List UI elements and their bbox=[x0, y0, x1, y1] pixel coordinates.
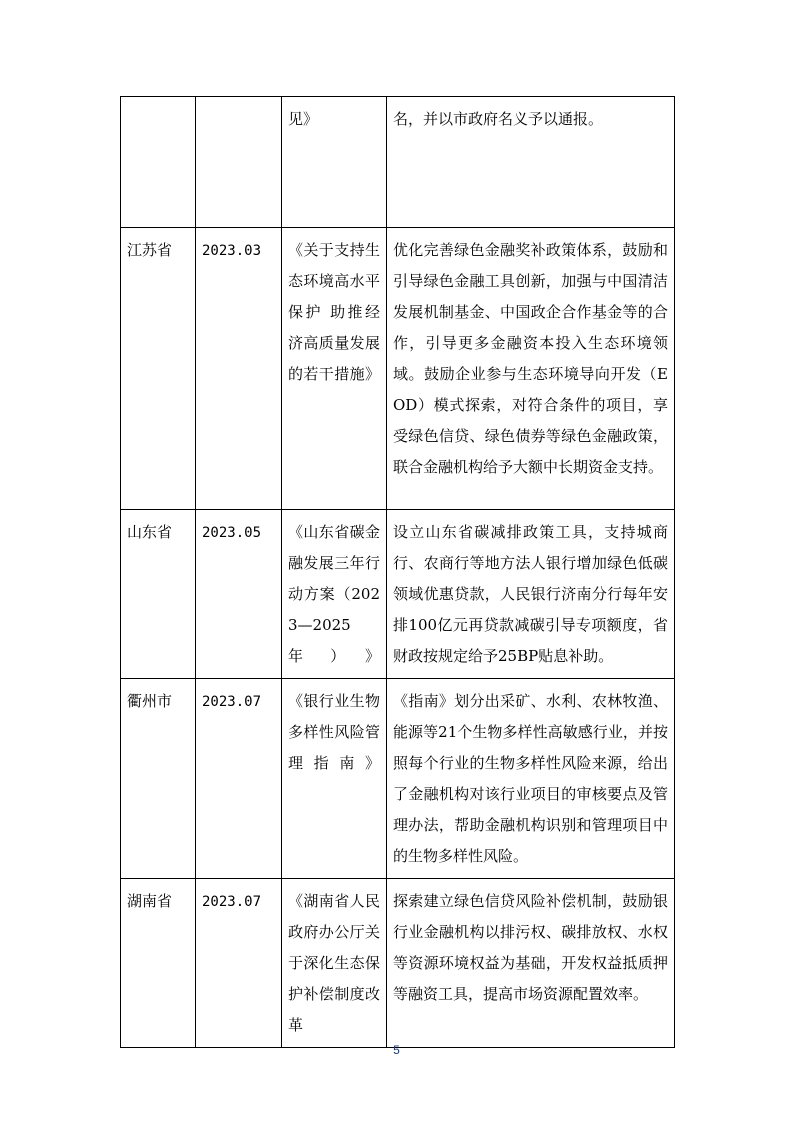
date-cell bbox=[196, 879, 282, 1048]
policy-title-cell: 《山东省碳金融发展三年行动方案（2023—2025年）》 bbox=[282, 510, 387, 679]
date-cell bbox=[196, 97, 282, 228]
date-text: 2023.03 bbox=[202, 243, 262, 259]
date-cell bbox=[196, 679, 282, 879]
region-cell: 衢州市 bbox=[121, 679, 196, 879]
table-row bbox=[121, 510, 675, 679]
page-number: 5 bbox=[393, 1043, 400, 1057]
date-cell bbox=[196, 228, 282, 510]
policy-title-cell: 见》 bbox=[282, 97, 387, 228]
policy-table bbox=[120, 96, 675, 1048]
policy-description-cell: 《指南》划分出采矿、水利、农林牧渔、能源等21个生物多样性高敏感行业，并按照每个行业的生物多样性风险来源，给出了金融机构对该行业项目的审核要点及管理办法，帮助金融机构识别和管理项目中的生物多样性风险。 bbox=[387, 679, 675, 879]
table-row bbox=[121, 97, 675, 228]
policy-title-cell: 《关于支持生态环境高水平保护 助推经济高质量发展的若干措施》 bbox=[282, 228, 387, 510]
table-row bbox=[121, 679, 675, 879]
policy-description-cell: 探索建立绿色信贷风险补偿机制，鼓励银行业金融机构以排污权、碳排放权、水权等资源环境权益为基础，开发权益抵质押等融资工具，提高市场资源配置效率。 bbox=[387, 879, 675, 1048]
region-cell: 山东省 bbox=[121, 510, 196, 679]
policy-description-cell: 名，并以市政府名义予以通报。 bbox=[387, 97, 675, 228]
policy-description-cell: 优化完善绿色金融奖补政策体系，鼓励和引导绿色金融工具创新，加强与中国清洁发展机制基金、中国政企合作基金等的合作，引导更多金融资本投入生态环境领域。鼓励企业参与生态环境导向开发（EOD）模式探索，对符合条件的项目，享受绿色信贷、绿色债券等绿色金融政策，联合金融机构给予大额中长期资金支持。 bbox=[387, 228, 675, 510]
policy-title-cell: 《湖南省人民政府办公厅关于深化生态保护补偿制度改革 bbox=[282, 879, 387, 1048]
date-cell bbox=[196, 510, 282, 679]
region-cell: 湖南省 bbox=[121, 879, 196, 1048]
date-text: 2023.05 bbox=[202, 525, 262, 541]
policy-title-cell: 《银行业生物多样性风险管理指南》 bbox=[282, 679, 387, 879]
table-row bbox=[121, 879, 675, 1048]
table-row bbox=[121, 228, 675, 510]
policy-description-cell: 设立山东省碳减排政策工具，支持城商行、农商行等地方法人银行增加绿色低碳领域优惠贷款，人民银行济南分行每年安排100亿元再贷款减碳引导专项额度，省财政按规定给予25BP贴息补助。 bbox=[387, 510, 675, 679]
date-text: 2023.07 bbox=[202, 694, 262, 710]
date-text: 2023.07 bbox=[202, 894, 262, 910]
region-cell bbox=[121, 97, 196, 228]
region-cell: 江苏省 bbox=[121, 228, 196, 510]
